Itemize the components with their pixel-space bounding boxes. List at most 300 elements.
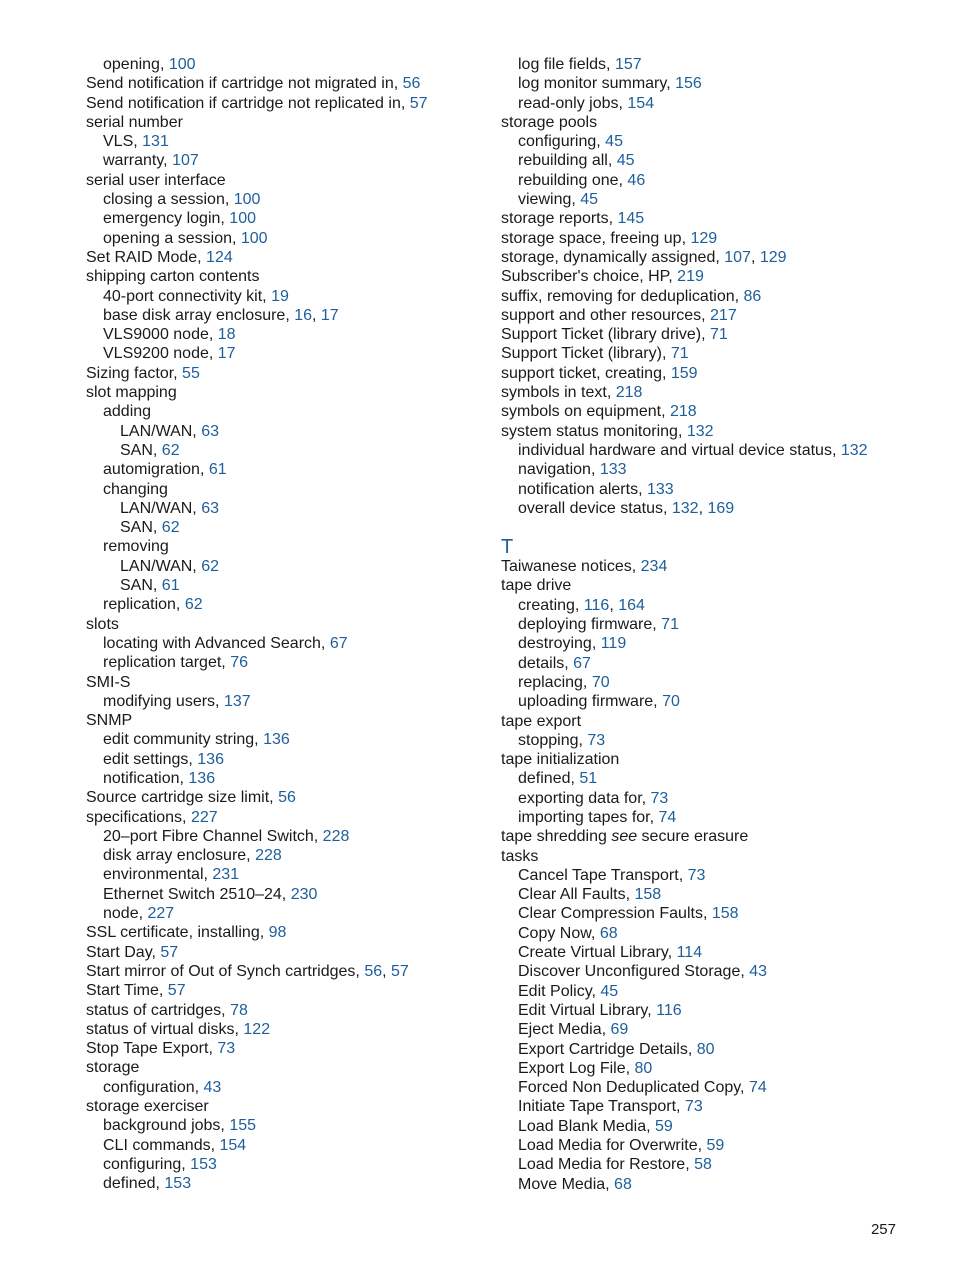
index-term: log file fields, [518, 56, 615, 73]
index-term: symbols on equipment, [501, 403, 670, 421]
page-link[interactable]: 119 [600, 635, 627, 653]
page-link[interactable]: 56 [278, 789, 296, 807]
index-term: warranty, [103, 152, 173, 170]
index-term: Export Log File, [518, 1059, 635, 1077]
index-term: navigation, [518, 461, 600, 479]
page-link[interactable]: 62 [201, 557, 219, 575]
index-term: background jobs, [103, 1117, 230, 1135]
index-entry [501, 847, 931, 866]
index-entry [86, 1078, 486, 1097]
index-entry [86, 846, 486, 865]
index-entry [501, 924, 931, 943]
index-entry [501, 1117, 931, 1136]
index-term: VLS9200 node, [103, 345, 218, 363]
index-term: tasks [501, 847, 539, 865]
index-term: replication target, [103, 654, 231, 672]
page-link[interactable]: 73 [687, 866, 706, 884]
index-entry [86, 615, 486, 634]
index-term: log monitor summary, [518, 75, 676, 93]
index-entry [86, 499, 486, 518]
index-entry [86, 1020, 486, 1039]
index-term: system status monitoring, [501, 422, 687, 440]
index-term: 20–port Fibre Channel Switch, [103, 827, 323, 845]
index-term: Set RAID Mode, [86, 248, 207, 266]
page-link[interactable]: 68 [599, 924, 618, 942]
index-entry [86, 1001, 486, 1020]
page-link[interactable]: 71 [709, 326, 728, 344]
page-link[interactable]: 234 [640, 558, 668, 576]
index-term: base disk array enclosure, [103, 306, 295, 324]
page-link[interactable]: 17 [320, 306, 339, 324]
index-term: Export Cartridge Details, [518, 1040, 697, 1058]
index-term: Start Time, [86, 982, 168, 1000]
index-column-left [86, 55, 486, 1194]
page-link[interactable]: 62 [161, 519, 180, 537]
page-link[interactable]: 218 [615, 384, 643, 402]
page-link[interactable]: 136 [197, 750, 224, 768]
index-entry [501, 789, 931, 808]
page-link[interactable]: 73 [587, 731, 606, 749]
index-term: SAN, [120, 577, 162, 595]
index-term: slot mapping [86, 384, 177, 402]
index-entry [86, 229, 486, 248]
index-entry [86, 576, 486, 595]
index-term: emergency login, [103, 210, 230, 228]
page-link[interactable]: 158 [634, 886, 662, 904]
index-term: edit settings, [103, 750, 198, 768]
index-term: opening a session, [103, 229, 241, 247]
index-term: viewing, [518, 191, 581, 209]
page-link[interactable]: 70 [591, 673, 610, 691]
index-term: tape shredding [501, 828, 612, 846]
page-link[interactable]: 116 [656, 1001, 682, 1019]
index-term: status of cartridges, [86, 1001, 231, 1019]
index-entry [501, 402, 931, 421]
page-link[interactable]: 227 [190, 808, 218, 826]
index-term: importing tapes for, [518, 808, 659, 826]
index-term: Clear All Faults, [518, 886, 635, 904]
page-link[interactable]: 45 [605, 133, 623, 151]
page-link[interactable]: 129 [690, 229, 718, 247]
page-link[interactable]: 73 [650, 789, 669, 807]
index-entry [86, 730, 486, 749]
index-entry [86, 460, 486, 479]
page-link[interactable]: 122 [243, 1020, 271, 1038]
index-entry [86, 808, 486, 827]
page-link[interactable]: 78 [230, 1001, 248, 1019]
index-entry [86, 132, 486, 151]
page-link[interactable]: 57 [409, 94, 428, 112]
page-link[interactable]: 132 [840, 441, 868, 459]
index-entry [86, 923, 486, 942]
index-entry [501, 1078, 931, 1097]
page-link[interactable]: 129 [759, 248, 787, 266]
index-term: node, [103, 905, 148, 923]
index-entry [86, 55, 486, 74]
page-link[interactable]: 231 [212, 866, 240, 884]
index-entry [501, 74, 931, 93]
index-entry [501, 692, 931, 711]
index-column-right [501, 55, 931, 1194]
index-term: LAN/WAN, [120, 557, 202, 575]
index-entry [501, 1175, 931, 1194]
index-entry [501, 306, 931, 325]
index-entry [86, 981, 486, 1000]
index-entry [501, 1097, 931, 1116]
index-entry [86, 943, 486, 962]
page-link[interactable]: 159 [670, 364, 698, 382]
page-link[interactable]: 136 [263, 731, 290, 749]
index-entry [86, 673, 486, 692]
index-term: individual hardware and virtual device status, [518, 441, 841, 459]
page-link[interactable]: 217 [710, 306, 737, 324]
index-entry [86, 788, 486, 807]
page-link[interactable]: 228 [255, 847, 282, 865]
index-term: overall device status, [518, 499, 672, 517]
index-entry [86, 962, 486, 981]
index-entry [501, 422, 931, 441]
page-link[interactable]: 219 [677, 268, 704, 286]
index-entry [501, 383, 931, 402]
page-link[interactable]: 80 [696, 1040, 715, 1058]
index-term: LAN/WAN, [120, 499, 202, 517]
page-link[interactable]: 80 [634, 1059, 653, 1077]
page-number: 257 [870, 1221, 896, 1238]
index-entry [86, 904, 486, 923]
page-link[interactable]: 73 [217, 1040, 236, 1058]
index-term: notification, [103, 769, 189, 787]
index-entry [501, 441, 931, 460]
index-term: edit community string, [103, 731, 264, 749]
index-term: Support Ticket (library), [501, 345, 671, 363]
index-term: Start mirror of Out of Synch cartridges, [86, 962, 365, 980]
index-term: Taiwanese notices, [501, 558, 641, 576]
index-entry [86, 537, 486, 556]
index-term: Start Day, [86, 943, 161, 961]
index-entry [501, 557, 931, 576]
index-term: Support Ticket (library drive), [501, 326, 710, 344]
index-term: replacing, [518, 673, 592, 691]
page-link[interactable]: 74 [748, 1079, 767, 1097]
index-term: Cancel Tape Transport, [518, 866, 688, 884]
page-link[interactable]: 169 [707, 499, 735, 517]
index-entry [86, 287, 486, 306]
index-entry [501, 499, 931, 518]
index-term: status of virtual disks, [86, 1020, 244, 1038]
index-term: destroying, [518, 635, 601, 653]
index-entry [501, 1136, 931, 1155]
page-link[interactable]: 107 [172, 152, 199, 170]
page-link[interactable]: 230 [290, 885, 318, 903]
index-entry [501, 229, 931, 248]
index-entry [86, 325, 486, 344]
index-term: disk array enclosure, [103, 847, 256, 865]
page-separator: , [698, 499, 708, 517]
page-link[interactable]: 156 [675, 75, 702, 93]
page-link[interactable]: 76 [230, 654, 248, 672]
index-term: SMI-S [86, 673, 131, 691]
index-entry [86, 480, 486, 499]
index-entry [86, 750, 486, 769]
index-term: configuring, [518, 133, 606, 151]
page-link[interactable]: 67 [329, 634, 348, 652]
index-entry [86, 1174, 486, 1193]
page-link[interactable]: 56 [364, 962, 383, 980]
page-link[interactable]: 17 [217, 345, 236, 363]
index-entry [501, 866, 931, 885]
page-separator: , [609, 596, 619, 614]
index-entry [501, 267, 931, 286]
index-entry [86, 827, 486, 846]
page-link[interactable]: 164 [618, 596, 645, 614]
index-term: modifying users, [103, 692, 224, 710]
index-term: storage [86, 1059, 140, 1077]
page-link[interactable]: 74 [658, 808, 677, 826]
index-entry [86, 364, 486, 383]
index-entry [501, 943, 931, 962]
page-link[interactable]: 63 [201, 422, 219, 440]
page-link[interactable]: 100 [168, 56, 196, 73]
index-entry [86, 248, 486, 267]
page-link[interactable]: 58 [694, 1156, 712, 1174]
page-link[interactable]: 59 [654, 1117, 673, 1135]
page-link[interactable]: 153 [164, 1175, 192, 1193]
index-term: deploying firmware, [518, 616, 662, 634]
page-link[interactable]: 145 [617, 210, 645, 228]
index-entry [501, 1155, 931, 1174]
index-term: read-only jobs, [518, 94, 628, 112]
index-term: locating with Advanced Search, [103, 634, 330, 652]
index-term: serial user interface [86, 171, 226, 189]
index-term: removing [103, 538, 169, 556]
index-entry [86, 711, 486, 730]
page-link[interactable]: 132 [686, 422, 714, 440]
index-entry [86, 1136, 486, 1155]
index-letter-heading: T [501, 536, 514, 559]
index-entry [86, 171, 486, 190]
index-term: stopping, [518, 731, 588, 749]
index-term: Load Media for Overwrite, [518, 1137, 707, 1155]
index-entry [86, 344, 486, 363]
page-link[interactable]: 157 [614, 56, 642, 73]
index-entry [86, 113, 486, 132]
page-link[interactable]: 19 [271, 287, 289, 305]
page-separator: , [382, 962, 391, 980]
page-link[interactable]: 61 [161, 577, 180, 595]
index-term: opening, [103, 56, 169, 73]
index-entry [501, 209, 931, 228]
page-link[interactable]: 43 [203, 1078, 222, 1096]
page-link[interactable]: 153 [190, 1155, 217, 1173]
index-term: tape drive [501, 577, 572, 595]
index-entry [501, 982, 931, 1001]
index-term: Sizing factor, [86, 364, 183, 382]
page-link[interactable]: 51 [579, 770, 598, 788]
index-entry [501, 712, 931, 731]
index-entry [501, 325, 931, 344]
index-term: tape export [501, 712, 582, 730]
index-term: 40-port connectivity kit, [103, 287, 272, 305]
page-link[interactable]: 116 [583, 596, 610, 614]
page-link[interactable]: 57 [167, 982, 186, 1000]
page-link[interactable]: 71 [670, 345, 689, 363]
page-link[interactable]: 100 [240, 229, 268, 247]
index-entry [501, 596, 931, 615]
index-term: Eject Media, [518, 1021, 611, 1039]
index-entry [86, 595, 486, 614]
index-term: VLS, [103, 133, 143, 151]
page-link[interactable]: 133 [599, 461, 627, 479]
index-term: support ticket, creating, [501, 364, 671, 382]
index-term: SSL certificate, installing, [86, 924, 269, 942]
index-term: Send notification if cartridge not replicated in, [86, 94, 410, 112]
index-term: SAN, [120, 519, 162, 537]
index-term: Stop Tape Export, [86, 1040, 218, 1058]
page-link[interactable]: 155 [229, 1117, 257, 1135]
index-entry [86, 1039, 486, 1058]
index-entry [86, 1097, 486, 1116]
page-link[interactable]: 70 [662, 693, 680, 711]
page-link[interactable]: 100 [229, 210, 256, 228]
page-link[interactable]: 98 [268, 924, 287, 942]
index-term: automigration, [103, 461, 209, 479]
index-entry [501, 962, 931, 981]
index-term: exporting data for, [518, 789, 651, 807]
page-link[interactable]: 61 [208, 461, 227, 479]
index-term: storage, dynamically assigned, [501, 248, 725, 266]
index-term: tape initialization [501, 751, 620, 769]
index-term: closing a session, [103, 191, 234, 209]
page-link[interactable]: 228 [322, 827, 350, 845]
page-link[interactable]: 68 [614, 1175, 632, 1193]
index-entry [501, 634, 931, 653]
page-link[interactable]: 57 [160, 943, 179, 961]
index-term: configuration, [103, 1078, 204, 1096]
page-link[interactable]: 45 [580, 191, 599, 209]
page-link[interactable]: 18 [217, 326, 236, 344]
index-term: Copy Now, [518, 924, 600, 942]
index-entry [501, 1040, 931, 1059]
see-reference: see [611, 828, 638, 846]
index-term: storage pools [501, 113, 598, 131]
index-term: Edit Policy, [518, 982, 601, 1000]
index-term: details, [518, 654, 574, 672]
index-term: Discover Unconfigured Storage, [518, 963, 750, 981]
page-link[interactable]: 124 [206, 248, 233, 266]
page-link[interactable]: 136 [188, 769, 216, 787]
index-entry [501, 673, 931, 692]
index-term: Load Media for Restore, [518, 1156, 695, 1174]
index-entry [86, 518, 486, 537]
page-link[interactable]: 133 [646, 480, 674, 498]
page-link[interactable]: 132 [671, 499, 699, 517]
index-term: Initiate Tape Transport, [518, 1098, 685, 1116]
page-link[interactable]: 137 [223, 692, 251, 710]
index-term: support and other resources, [501, 306, 711, 324]
page-link[interactable]: 100 [233, 191, 261, 209]
index-entry [86, 422, 486, 441]
page-link[interactable]: 63 [201, 499, 219, 517]
page-link[interactable]: 114 [676, 944, 703, 962]
page-link[interactable]: 86 [743, 287, 762, 305]
index-term: symbols in text, [501, 384, 616, 402]
page-link[interactable]: 55 [182, 364, 200, 382]
index-term: Subscriber's choice, HP, [501, 268, 678, 286]
index-entry [501, 1020, 931, 1039]
page-link[interactable]: 227 [147, 905, 175, 923]
index-entry [86, 306, 486, 325]
index-entry [86, 1155, 486, 1174]
index-entry [501, 287, 931, 306]
index-entry [501, 190, 931, 209]
page-link[interactable]: 62 [161, 441, 180, 459]
page-link[interactable]: 43 [749, 963, 768, 981]
page-link[interactable]: 62 [184, 596, 203, 614]
index-entry [501, 151, 931, 170]
page-link[interactable]: 218 [669, 403, 697, 421]
page-link[interactable]: 16 [294, 306, 312, 324]
index-entry [86, 151, 486, 170]
page-link[interactable]: 45 [600, 982, 619, 1000]
page-link[interactable]: 56 [402, 75, 421, 93]
index-entry [501, 171, 931, 190]
index-entry [86, 557, 486, 576]
page-link[interactable]: 154 [627, 94, 655, 112]
page-link[interactable]: 154 [219, 1136, 247, 1154]
index-term: Ethernet Switch 2510–24, [103, 885, 291, 903]
index-entry [86, 209, 486, 228]
index-entry [86, 885, 486, 904]
page-link[interactable]: 59 [706, 1137, 725, 1155]
index-entry [501, 460, 931, 479]
index-entry [86, 383, 486, 402]
index-entry [501, 1059, 931, 1078]
page-link[interactable]: 57 [391, 962, 409, 980]
index-term: creating, [518, 596, 584, 614]
page-link[interactable]: 67 [573, 654, 591, 672]
index-term: SNMP [86, 712, 133, 730]
page-link[interactable]: 158 [711, 905, 739, 923]
index-entry [501, 904, 931, 923]
index-term: Create Virtual Library, [518, 944, 677, 962]
index-term: LAN/WAN, [120, 422, 202, 440]
page-link[interactable]: 45 [616, 152, 635, 170]
index-entry [86, 865, 486, 884]
index-term: suffix, removing for deduplication, [501, 287, 744, 305]
index-entry [501, 344, 931, 363]
index-term: uploading firmware, [518, 693, 663, 711]
index-entry [501, 132, 931, 151]
index-term: rebuilding all, [518, 152, 617, 170]
page-link[interactable]: 131 [142, 133, 169, 151]
page-link[interactable]: 71 [661, 616, 679, 634]
index-entry [501, 808, 931, 827]
index-term: Source cartridge size limit, [86, 789, 279, 807]
index-term: CLI commands, [103, 1136, 220, 1154]
index-entry [86, 267, 486, 286]
index-term: replication, [103, 596, 185, 614]
page-link[interactable]: 107 [724, 248, 751, 266]
index-term: Clear Compression Faults, [518, 905, 712, 923]
page-link[interactable]: 73 [684, 1098, 703, 1116]
index-entry [501, 248, 931, 267]
index-term: defined, [103, 1175, 165, 1193]
page-link[interactable]: 46 [627, 171, 646, 189]
index-term: VLS9000 node, [103, 326, 218, 344]
page-link[interactable]: 69 [610, 1021, 629, 1039]
index-term: storage exerciser [86, 1098, 209, 1116]
index-entry [501, 654, 931, 673]
